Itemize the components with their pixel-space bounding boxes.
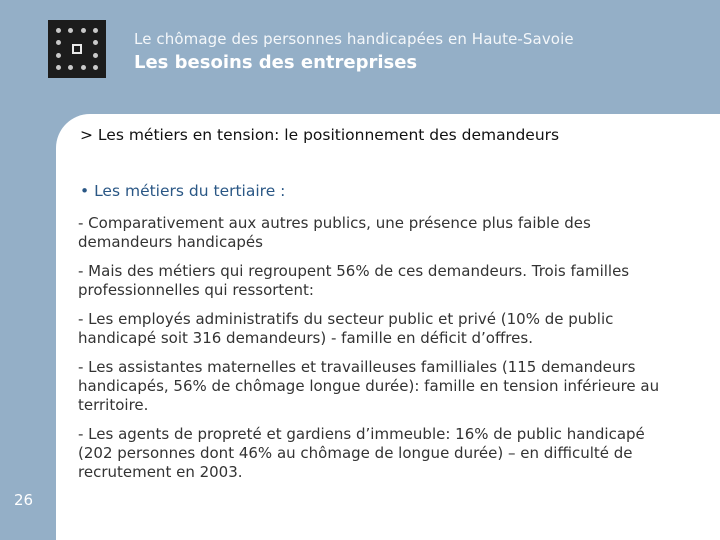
- slide-header: [0, 0, 720, 88]
- logo-dot: [56, 40, 61, 45]
- page-number: 26: [14, 491, 34, 509]
- content-panel: [56, 114, 720, 540]
- paragraph-list: [78, 214, 684, 492]
- section-heading: > Les métiers en tension: le positionnement des demandeurs: [80, 126, 560, 144]
- slide-title: Les besoins des entreprises: [134, 52, 418, 73]
- paragraph: - Mais des métiers qui regroupent 56% de ces demandeurs. Trois familles professionnelles qui ressortent:: [78, 262, 630, 299]
- slide-subtitle: Le chômage des personnes handicapées en Haute-Savoie: [134, 30, 574, 48]
- logo-center-square: [72, 44, 82, 54]
- logo-dot: [81, 28, 86, 33]
- logo-dot: [93, 40, 98, 45]
- logo-dot: [68, 65, 73, 70]
- dot-grid-logo-icon: [48, 20, 106, 78]
- logo-dot: [68, 28, 73, 33]
- logo-dot: [81, 65, 86, 70]
- paragraph: - Comparativement aux autres publics, une présence plus faible des demandeurs handicapés: [78, 214, 591, 251]
- bullet-heading: • Les métiers du tertiaire :: [80, 182, 286, 200]
- paragraph: - Les agents de propreté et gardiens d’immeuble: 16% de public handicapé (202 personnes dont 46% au chômage de longue durée) – en difficulté de recrutement en 2003.: [78, 425, 645, 481]
- paragraph: - Les assistantes maternelles et travailleuses familliales (115 demandeurs handicapés, 56% de chômage longue durée): famille en tension inférieure au territoire.: [78, 358, 660, 414]
- logo-dot: [56, 28, 61, 33]
- paragraph: - Les employés administratifs du secteur public et privé (10% de public handicapé soit 316 demandeurs) - famille en déficit d’offres.: [78, 310, 614, 347]
- logo-dot: [56, 53, 61, 58]
- logo-dot: [93, 53, 98, 58]
- logo-dot: [56, 65, 61, 70]
- logo-dot: [93, 65, 98, 70]
- logo-dot: [93, 28, 98, 33]
